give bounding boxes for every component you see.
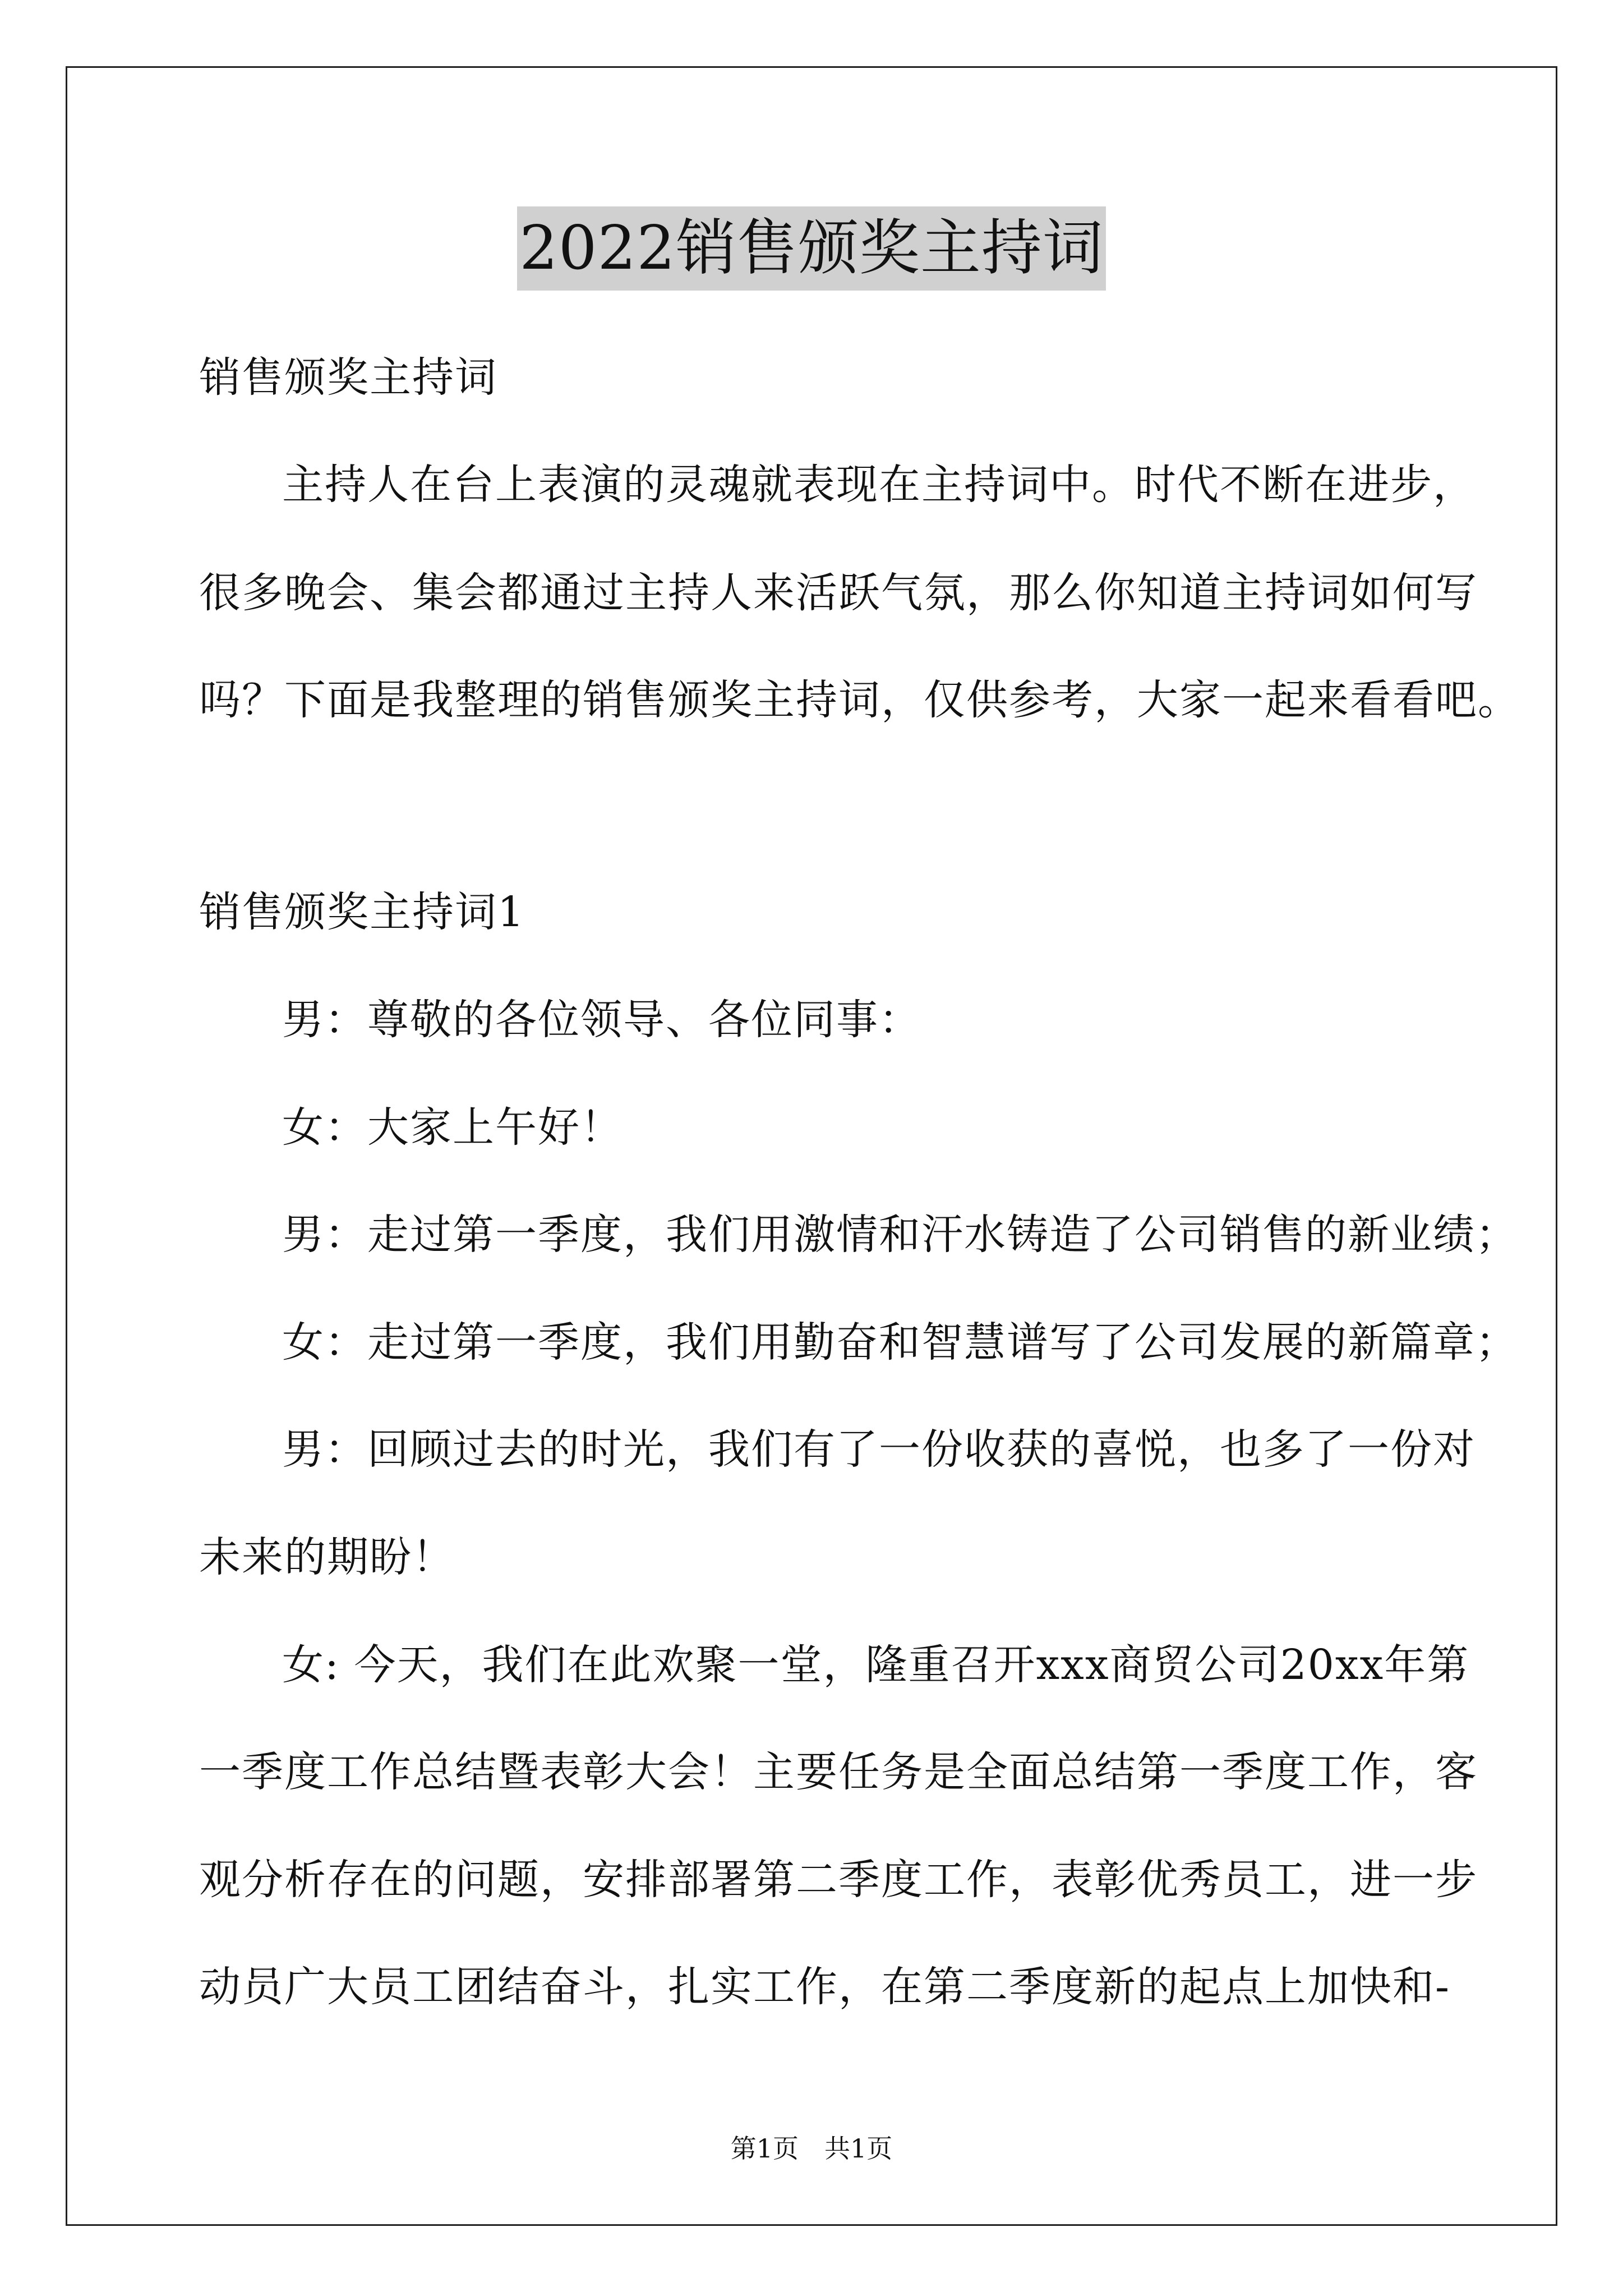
dialogue-line: 女：走过第一季度，我们用勤奋和智慧谱写了公司发展的新篇章； — [282, 1318, 1518, 1366]
paragraph-line: 很多晚会、集会都通过主持人来活跃气氛，那么你知道主持词如何写 — [199, 569, 1478, 617]
dialogue-line: 观分析存在的问题，安排部署第二季度工作，表彰优秀员工，进一步 — [199, 1856, 1478, 1904]
dialogue-line: 女: 今天，我们在此欢聚一堂，隆重召开xxx商贸公司20xx年第 — [282, 1641, 1470, 1689]
dialogue-line: 未来的期盼！ — [199, 1533, 455, 1581]
dialogue-line: 男：尊敬的各位领导、各位同事： — [282, 996, 921, 1044]
document-title: 2022销售颁奖主持词 — [517, 206, 1106, 291]
title-wrap — [0, 206, 1623, 291]
section-heading: 销售颁奖主持词 — [199, 353, 497, 402]
paragraph-line: 主持人在台上表演的灵魂就表现在主持词中。时代不断在进步， — [282, 461, 1476, 509]
dialogue-line: 一季度工作总结暨表彰大会！主要任务是全面总结第一季度工作，客 — [199, 1748, 1478, 1796]
dialogue-line: 女：大家上午好！ — [282, 1103, 623, 1152]
paragraph-line: 吗？下面是我整理的销售颁奖主持词，仅供参考，大家一起来看看吧。 — [199, 676, 1520, 724]
section-heading: 销售颁奖主持词1 — [199, 888, 525, 936]
dialogue-line: 动员广大员工团结奋斗，扎实工作，在第二季度新的起点上加快和- — [199, 1963, 1451, 2011]
page-footer: 第1页 共1页 — [730, 2133, 893, 2164]
dialogue-line: 男：走过第一季度，我们用激情和汗水铸造了公司销售的新业绩； — [282, 1211, 1518, 1259]
dialogue-line: 男：回顾过去的时光，我们有了一份收获的喜悦，也多了一份对 — [282, 1425, 1476, 1474]
